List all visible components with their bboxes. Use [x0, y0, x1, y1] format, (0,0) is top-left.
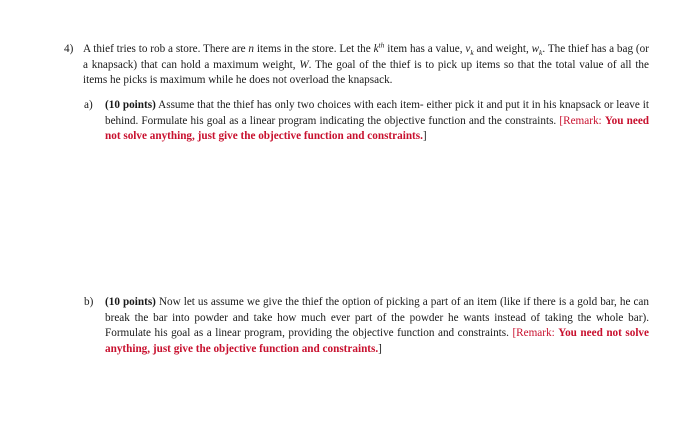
question-intro: A thief tries to rob a store. There are n items in the store. Let the $k^{th}$ item has a value, $v_k$ and weight, $w_k$. The thief has a bag (or a knapsack) that can hold a maximum weight, W. The goal of the thief is to pick up items so that the total value of all the items he picks is maximum while he does not overload the knapsack. [83, 40, 649, 87]
var-W: W [299, 58, 309, 71]
part-a-remark-bold: You need not solve anything, just give the objective function and constraints. [105, 114, 650, 143]
part-a-remark-close: ] [422, 130, 427, 143]
part-a-remark-open: [Remark: [559, 114, 605, 127]
part-b-points: (10 points) [105, 296, 156, 308]
part-b-remark-close: ] [378, 342, 382, 355]
part-b-remark-open: [Remark: [512, 327, 559, 340]
part-b-label: b) [84, 296, 94, 308]
part-b-text: (10 points) Now let us assume we give the thief the option of picking a part of an item (like if there is a gold bar, he can break the bar into powder and take how much ever part of the powder he wants instead of taking the whole bar). Formulate his goal as a linear program, providing the objective function and constraints. [Remark: You need not solve anything, just give the objective function and constraints.] [105, 296, 649, 355]
part-b [84, 295, 649, 357]
var-v-subscript: k [470, 48, 474, 58]
var-k: k [373, 43, 379, 55]
part-a-text: (10 points) Assume that the thief has only two choices with each item- either pick it and put it in his knapsack or leave it behind. Formulate his goal as a linear program indicating the objective function and the constraints. [Remark: You need not solve anything, just give the objective function and constraints.] [105, 99, 650, 143]
part-a-label: a) [84, 99, 93, 111]
var-w-subscript: k [539, 48, 543, 58]
part-a-points: (10 points) [105, 99, 156, 111]
var-v: v [465, 43, 471, 55]
question-4 [64, 42, 649, 89]
var-k-superscript: th [378, 40, 385, 50]
question-number: 4) [64, 43, 74, 55]
part-b-remark-bold: You need not solve anything, just give the objective function and constraints. [105, 327, 649, 355]
part-a [84, 98, 649, 145]
var-w: w [531, 43, 540, 55]
var-n: n [248, 43, 254, 55]
